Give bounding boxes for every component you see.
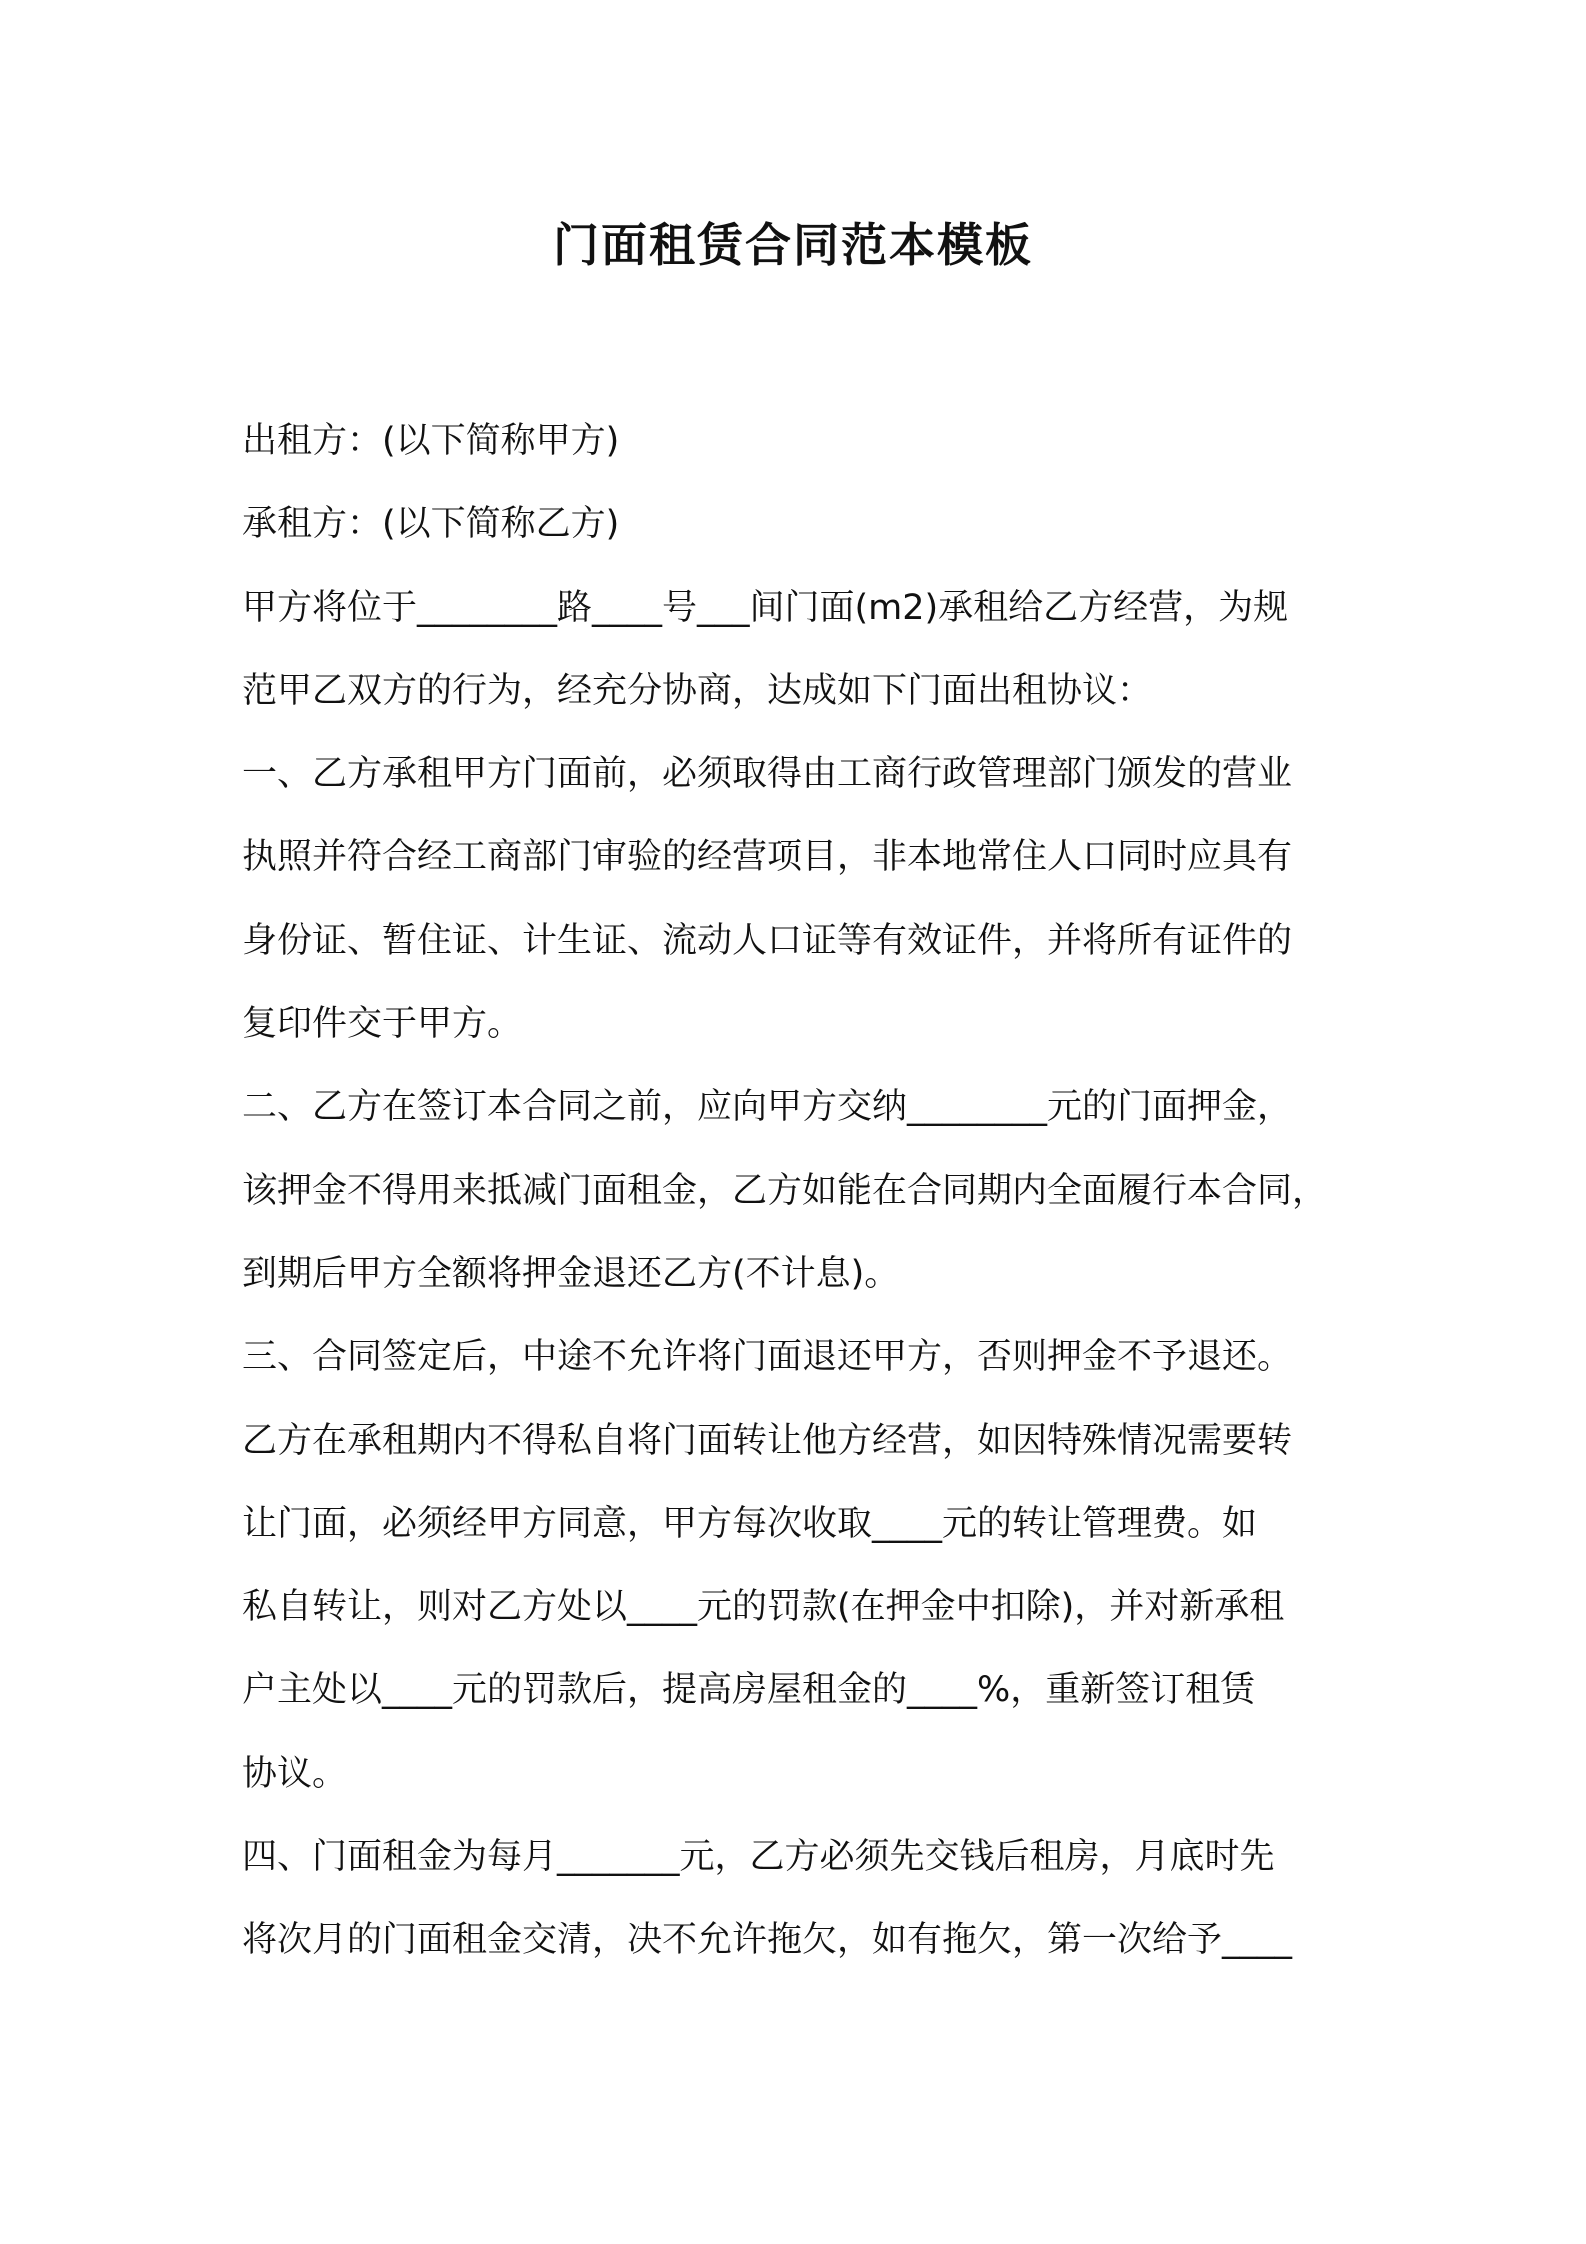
text-line: 私自转让，则对乙方处以____元的罚款(在押金中扣除)，并对新承租 — [242, 1587, 1285, 1628]
document-body — [242, 400, 1372, 1983]
text-line: 乙方在承租期内不得私自将门面转让他方经营，如因特殊情况需要转 — [242, 1420, 1293, 1461]
text-line: 该押金不得用来抵减门面租金，乙方如能在合同期内全面履行本合同， — [242, 1170, 1328, 1211]
text-line-party-a: 出租方：(以下简称甲方) — [242, 421, 620, 461]
text-line-clause-3: 三、合同签定后，中途不允许将门面退还甲方，否则押金不予退还。 — [242, 1337, 1293, 1378]
text-line-clause-1: 一、乙方承租甲方门面前，必须取得由工商行政管理部门颁发的营业 — [242, 754, 1293, 795]
text-line: 将次月的门面租金交清，决不允许拖欠，如有拖欠，第一次给予____ — [242, 1920, 1293, 1961]
text-line: 到期后甲方全额将押金退还乙方(不计息)。 — [242, 1253, 900, 1294]
text-line: 户主处以____元的罚款后，提高房屋租金的____%，重新签订租赁 — [242, 1670, 1256, 1711]
text-line: 协议。 — [242, 1753, 348, 1794]
text-line: 身份证、暂住证、计生证、流动人口证等有效证件，并将所有证件的 — [242, 920, 1293, 961]
text-line: 甲方将位于________路____号___间门面(m2)承租给乙方经营，为规 — [242, 587, 1289, 628]
text-line-party-b: 承租方：(以下简称乙方) — [242, 504, 620, 545]
document-title: 门面租赁合同范本模板 — [553, 218, 1033, 272]
text-line-clause-4: 四、门面租金为每月_______元，乙方必须先交钱后租房，月底时先 — [242, 1837, 1275, 1878]
text-line-clause-2: 二、乙方在签订本合同之前，应向甲方交纳________元的门面押金， — [242, 1087, 1293, 1128]
text-line: 执照并符合经工商部门审验的经营项目，非本地常住人口同时应具有 — [242, 837, 1293, 878]
text-line: 范甲乙双方的行为，经充分协商，达成如下门面出租协议： — [242, 670, 1153, 711]
text-line: 让门面，必须经甲方同意，甲方每次收取____元的转让管理费。如 — [242, 1503, 1258, 1544]
text-line: 复印件交于甲方。 — [242, 1004, 523, 1045]
